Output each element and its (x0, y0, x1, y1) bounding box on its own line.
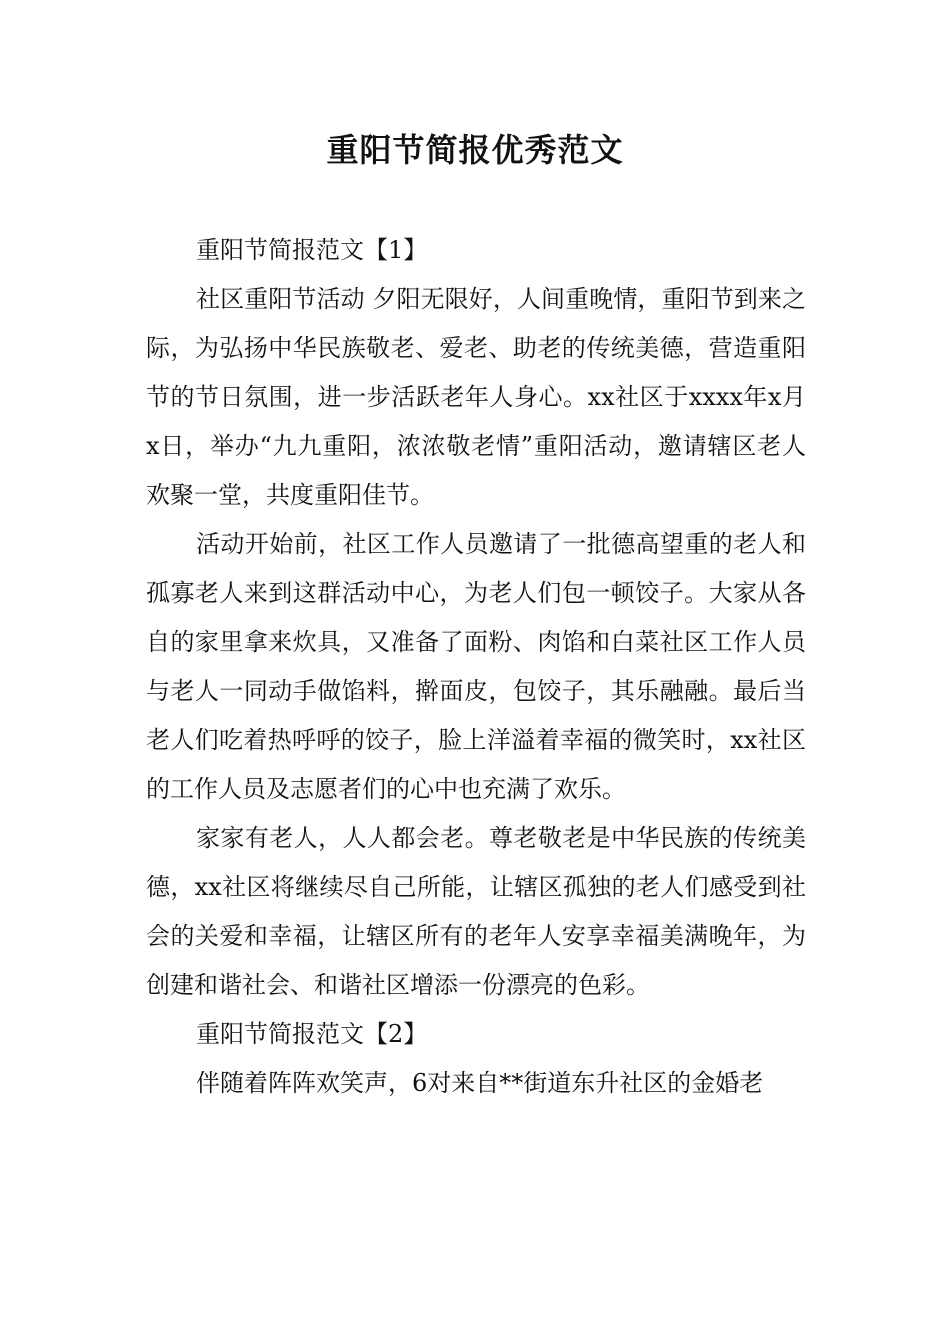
paragraph: 社区重阳节活动 夕阳无限好，人间重晚情，重阳节到来之际，为弘扬中华民族敬老、爱老、助老的传统美德，营造重阳节的节日氛围，进一步活跃老年人身心。xx社区于xxxx年x月x日，举办“九九重阳，浓浓敬老情”重阳活动，邀请辖区老人欢聚一堂，共度重阳佳节。 (146, 285, 806, 509)
paragraph: 活动开始前，社区工作人员邀请了一批德高望重的老人和孤寡老人来到这群活动中心，为老人们包一顿饺子。大家从各自的家里拿来炊具，又准备了面粉、肉馅和白菜社区工作人员与老人一同动手做馅料，擀面皮，包饺子，其乐融融。最后当老人们吃着热呼呼的饺子，脸上洋溢着幸福的微笑时，xx社区的工作人员及志愿者们的心中也充满了欢乐。 (146, 530, 806, 803)
document-body (146, 226, 806, 1108)
document-title: 重阳节简报优秀范文 (326, 131, 624, 169)
section-heading-2: 重阳节简报范文【2】 (196, 1020, 428, 1048)
section-heading-1: 重阳节简报范文【1】 (196, 236, 428, 264)
paragraph: 伴随着阵阵欢笑声，6对来自**街道东升社区的金婚老 (196, 1069, 764, 1097)
paragraph: 家家有老人，人人都会老。尊老敬老是中华民族的传统美德，xx社区将继续尽自己所能，让辖区孤独的老人们感受到社会的关爱和幸福，让辖区所有的老年人安享幸福美满晚年，为创建和谐社会、和谐社区增添一份漂亮的色彩。 (146, 824, 806, 999)
